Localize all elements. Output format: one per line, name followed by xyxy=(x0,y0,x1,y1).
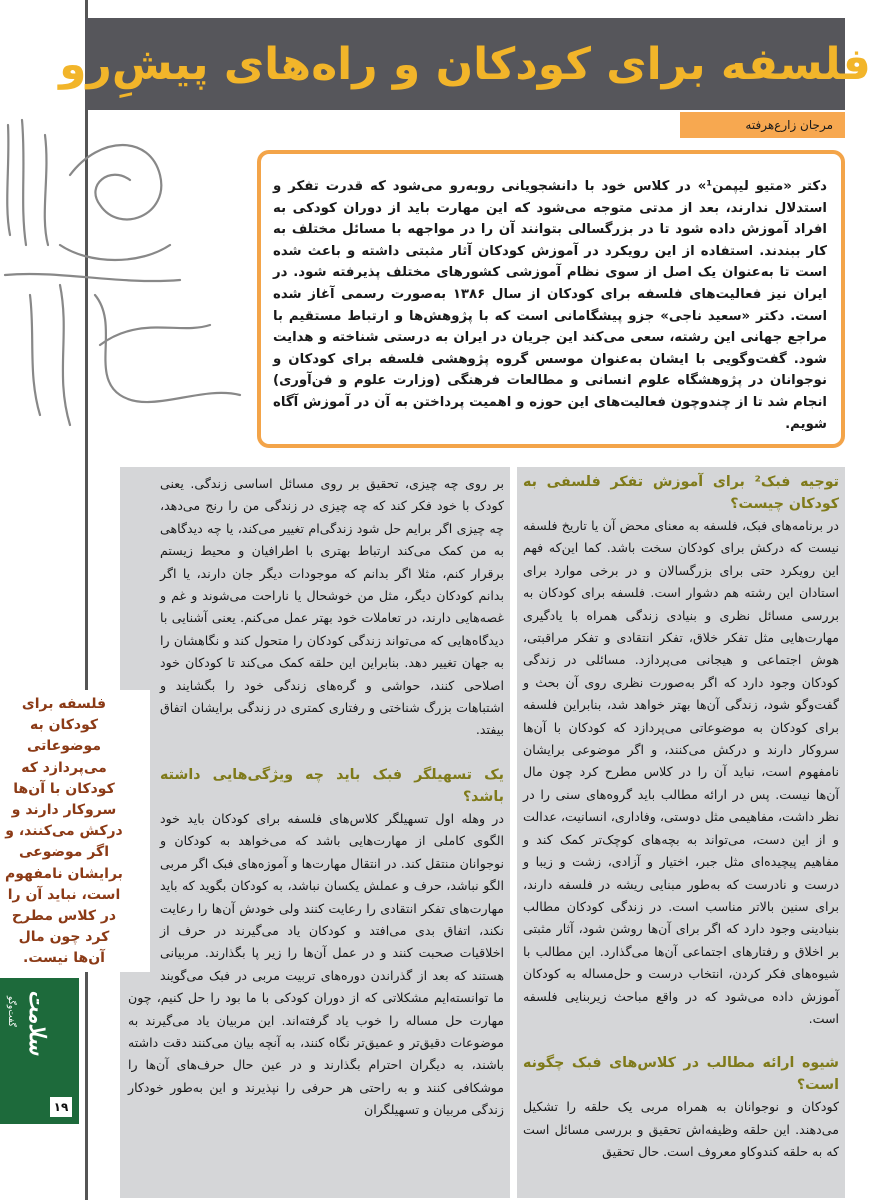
left-column xyxy=(120,467,510,1198)
section-label: گفت‌وگو xyxy=(6,996,16,1027)
body-paragraph: در وهله اول تسهیلگر کلاس‌های فلسفه برای کودکان باید خود الگوی کاملی از مهارت‌هایی باشد که می‌خواهد به کودکان و نوجوانان منتقل کند. در انتقال مهارت‌ها و آموزه‌های فبک اگر مربی الگو نباشد، حرف و عملش یکسان نباشد، به کودکان بگوید که باید مهارت‌های تفکر انتقادی را رعایت کنند ولی خودش آن‌ها را رعایت نکند، اتفاق بدی می‌افتد و کودکان یاد می‌گیرند در حرف از اخلاقیات صحبت کنند و در عمل آن‌ها را زیر پا بگذارند. مربیانی هستند که بعد از گذراندن دوره‌های تربیت مربی در فبک می‌گویند ما توانسته‌ایم مشکلاتی که از دوران کودکی با ما بود را حل کنیم، چون مهارت حل مساله را خوب یاد گرفته‌اند. این مربیان یاد می‌گیرند به موضوعات دقیق‌تر و عمیق‌تر نگاه کنند، به آنچه بیان می‌کنند دقت داشته باشند، به دیگران احترام بگذارند و در عین حال حرف‌های آن‌ها را موشکافی کنند و به راحتی هر حرفی را نپذیرند و این به‌طور خودکار زندگی مربیان و تسهیلگران xyxy=(128,810,504,1118)
body-paragraph: در برنامه‌های فبک، فلسفه به معنای محض آن یا تاریخ فلسفه نیست که درکش برای کودکان سخت باشد. کما این‌که فهم این رویکرد حتی برای بزرگسالان و در برخی موارد برای استادان این رشته هم دشوار است. فلسفه برای کودکان به بررسی مسائل نظری و بنیادی زندگی همراه با یادگیری مهارت‌هایی مثل تفکر خلاق، تفکر انتقادی و تفکر مراقبتی، هوش اجتماعی و هیجانی می‌پردازد. مسائلی در زندگی کودکان وجود دارد که اگر به‌صورت نظری روی آن بحث و گفت‌وگو شود، زندگی آن‌ها بهتر خواهد شد، بنابراین فلسفه برای کودکان به موضوعاتی می‌پردازد که کودکان با آن‌ها سروکار دارند و درکش می‌کنند، و اگر موضوعی برایشان نامفهوم است، نباید آن را در کلاس مطرح کرد چون مال آن‌ها نیست. پس در ارائه مطالب باید گروه‌های سنی را در نظر داشت، مفاهیمی مثل دوستی، وفاداری، انسانیت، عدالت و از این دست، می‌تواند به بچه‌های کوچک‌تر کمک کند و مفاهیم پیچیده‌ای مثل جبر، اختیار و آزادی، زشت و زیبا و درست و نادرست که به‌طور مبنایی ریشه در فلسفه دارند، برای سنین بالاتر مناسب است. در زندگی کودکان مطالب بنیادینی وجود دارد که اگر برای آن‌ها روشن شود، آثار مثبتی بر اخلاق و رفتارهای اجتماعی آن‌ها می‌گذارد. این مطالب با شیوه‌های فکر کردن، انتخاب درست و حل‌مساله به کودکان آموزش داده می‌شود که در واقع مباحث زیربنایی فلسفه است. xyxy=(523,518,839,1026)
body-paragraph: کودکان و نوجوانان به همراه مربی یک حلقه را تشکیل می‌دهند. این حلقه وظیفه‌اش تحقیق و بررسی مسائل است که به حلقه کندوکاو معروف است. حال تحقیق xyxy=(523,1099,839,1160)
page-number: ۱۹ xyxy=(50,1097,72,1117)
section-tab xyxy=(0,978,79,1124)
article-title-banner xyxy=(59,18,871,110)
decorative-sketch-illustration xyxy=(0,95,260,455)
section-heading: یک تسهیلگر فبک باید چه ویژگی‌هایی داشته باشد؟ xyxy=(160,766,504,805)
right-column xyxy=(517,467,845,1198)
article-title: فلسفه برای کودکان و راه‌های پیشِ‌رو xyxy=(59,38,871,90)
section-heading: شیوه ارائه مطالب در کلاس‌های فبک چگونه است؟ xyxy=(523,1055,839,1094)
intro-box xyxy=(257,150,845,448)
section-heading: توجیه فبک² برای آموزش تفکر فلسفی به کودکان چیست؟ xyxy=(523,474,839,512)
pull-quote-text: فلسفه برای کودکان به موضوعاتی می‌پردازد که کودکان با آن‌ها سروکار دارند و درکش می‌کنند، و اگر موضوعی برایشان نامفهوم است، نباید آن را در کلاس مطرح کرد چون مال آن‌ها نیست. xyxy=(5,696,123,967)
pull-quote xyxy=(0,690,150,972)
body-paragraph: بر روی چه چیزی، تحقیق بر روی مسائل اساسی زندگی. یعنی کودک با خود فکر کند که چه چیزی در زندگی من را رنج می‌دهد، چه چیزی اگر برایم حل شود زندگی‌ام تغییر می‌کند، یا چه دیدگاهی به من کمک می‌کند ارتباط بهتری با اطرافیان و محیط زیستم برقرار کنم، مثلا اگر بدانم که موجودات دیگر جان دارند، یا اگر بدانم کودکان دیگر، مثل من خوشحال یا ناراحت می‌شوند و غم و غصه‌هایی دارند، در تعاملات خود بهتر عمل می‌کنم. یعنی آشنایی با دیدگاه‌هایی که می‌تواند زندگی کودکان را متحول کند و نگاهشان را به جهان تغییر دهد. بنابراین این حلقه کمک می‌کند تا کودکان خود اصلاحی کنند، حواشی و گره‌های زندگی خود را بگشایند و اشتباهات بزرگ شناختی و رفتاری کمتری در زندگی برایشان اتفاق بیفتد. xyxy=(160,476,504,738)
author-byline: مرجان زارع‌هرفته xyxy=(680,112,845,138)
intro-text: دکتر «متیو لیپمن¹» در کلاس خود با دانشجویانی روبه‌رو می‌شود که قدرت تفکر و استدلال ندارند، بعد از مدتی متوجه می‌شود که این مهارت باید از دوران کودکی به افراد آموزش داده شود تا در بزرگسالی بتوانند آن را در مواجهه با مسائل مختلف به کار ببندند. استفاده از این رویکرد در آموزش کودکان آثار مثبتی داشته و باعث شده است تا به‌عنوان یک اصل از سوی نظام آموزشی کشورهای مختلف پذیرفته شود. در ایران نیز فعالیت‌های فلسفه برای کودکان از سال ۱۳۸۶ به‌صورت رسمی آغاز شده است. دکتر «سعید ناجی» جزو پیشگامانی است که با پژوهش‌ها و ارتباط مستقیم با مراجع جهانی این رشته، سعی می‌کند این جریان در ایران به درستی شناخته و هدایت شود. گفت‌وگویی با ایشان به‌عنوان موسس گروه پژوهشی فلسفه برای کودکان و نوجوانان در پژوهشگاه علوم انسانی و مطالعات فرهنگی (وزارت علوم و فن‌آوری) انجام شد تا از چندوچون فعالیت‌های این حوزه و اهمیت پرداختن به آن در آموزش آگاه شویم. xyxy=(273,179,827,432)
section-logo: سلامت xyxy=(24,990,49,1055)
